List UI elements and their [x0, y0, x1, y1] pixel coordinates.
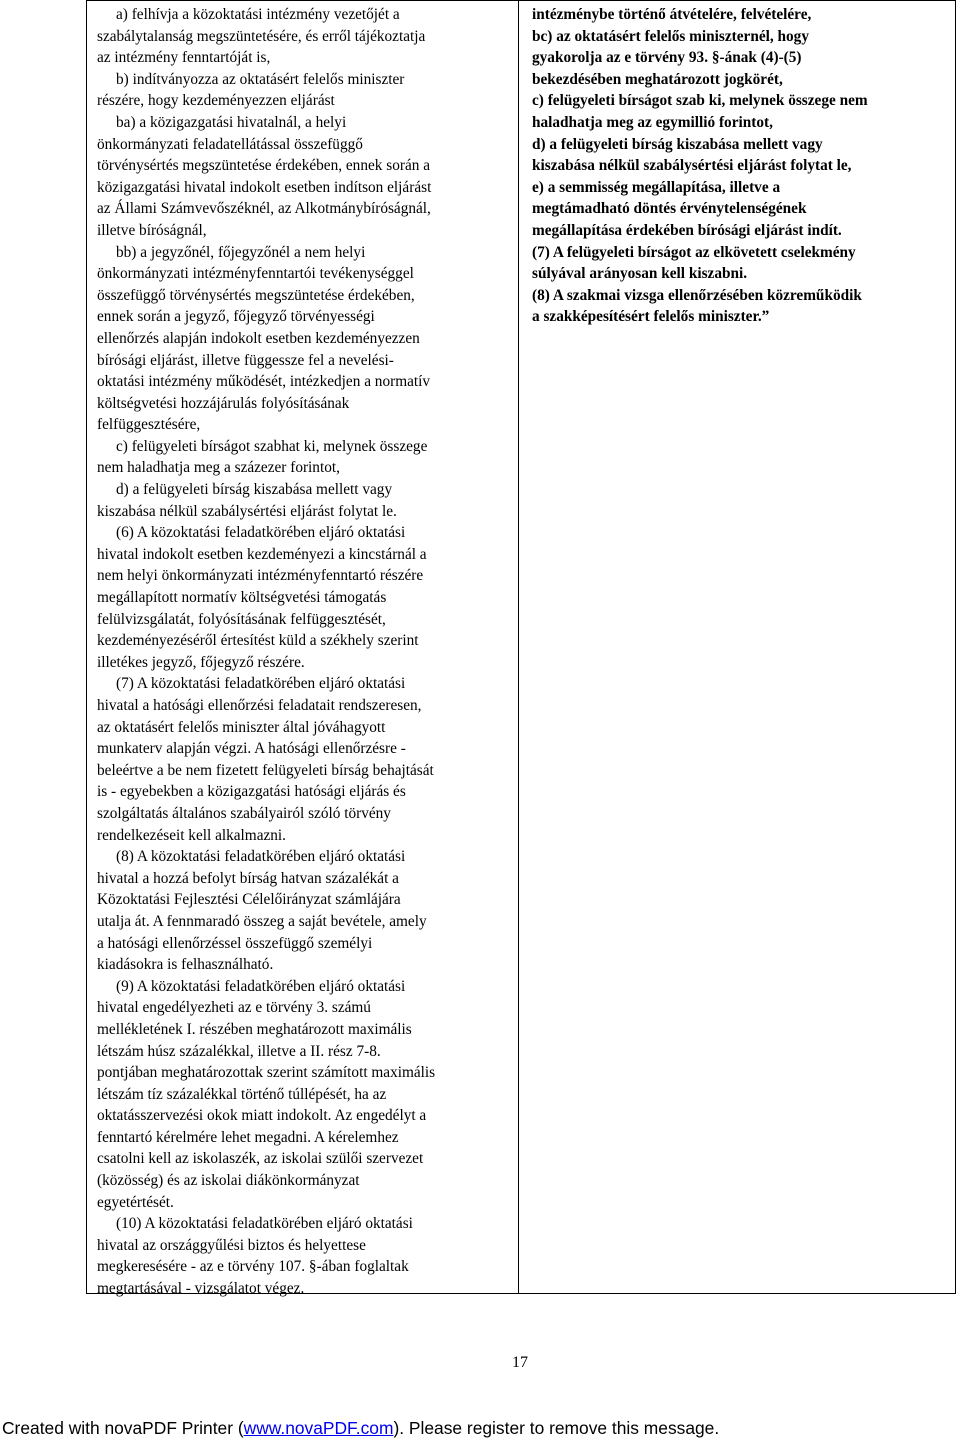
text-line: pontjában meghatározottak szerint számított maximális	[97, 1064, 436, 1082]
text-line: nem helyi önkormányzati intézményfenntartó részére	[97, 567, 424, 585]
text-line: a hatósági ellenőrzéssel összefüggő személyi	[97, 934, 373, 952]
text-line: hivatal a hozzá befolyt bírság hatvan százalékát a	[97, 869, 399, 887]
text-line: (7) A felügyeleti bírságot az elkövetett cselekmény	[532, 243, 856, 261]
text-line: (7) A közoktatási feladatkörében eljáró oktatási	[116, 675, 406, 693]
text-line: ennek során a jegyző, főjegyző törvényességi	[97, 308, 375, 326]
text-line: egyetértését.	[97, 1193, 174, 1211]
text-line: ellenőrzés alapján indokolt esetben kezdeményezzen	[97, 329, 420, 347]
text-line: hivatal indokolt esetben kezdeményezi a kincstárnál a	[97, 545, 427, 563]
text-line: létszám húsz százalékkal, illetve a II. rész 7-8.	[97, 1042, 381, 1060]
text-line: mellékletének I. részében meghatározott maximális	[97, 1020, 412, 1038]
document-table	[86, 0, 956, 1298]
text-line: kezdeményezéséről értesítést küld a székhely szerint	[97, 632, 419, 650]
footer-suffix: ). Please register to remove this message.	[393, 1418, 720, 1438]
text-line: részére, hogy kezdeményezzen eljárást	[97, 92, 335, 110]
text-line: az oktatásért felelős miniszter által jóváhagyott	[97, 718, 386, 736]
footer-prefix: Created with novaPDF Printer (	[2, 1418, 244, 1438]
left-column-text	[97, 4, 517, 1300]
text-line: hivatal engedélyezheti az e törvény 3. számú	[97, 999, 371, 1017]
text-line: megtámadható döntés érvénytelenségének	[532, 200, 807, 218]
text-line: megtartásával - vizsgálatot végez.	[97, 1280, 305, 1298]
footer-link[interactable]: www.novaPDF.com	[243, 1418, 394, 1438]
text-line: (6) A közoktatási feladatkörében eljáró oktatási	[116, 524, 406, 542]
text-line: bekezdésében meghatározott jogkörét,	[532, 70, 783, 88]
text-line: költségvetési hozzájárulás folyósításának	[97, 394, 350, 412]
text-line: c) felügyeleti bírságot szab ki, melynek összege nem	[532, 92, 868, 110]
text-line: az Állami Számvevőszéknél, az Alkotmánybíróságnál,	[97, 200, 431, 218]
text-line: bc) az oktatásért felelős miniszternél, hogy	[532, 27, 809, 45]
text-line: hivatal a hatósági ellenőrzési feladatait rendszeresen,	[97, 697, 422, 714]
text-line: intézménybe történő átvételére, felvételére,	[532, 6, 812, 23]
text-line: oktatásszervezési okok miatt indokolt. Az engedélyt a	[97, 1107, 427, 1125]
text-line: hivatal az országgyűlési biztos és helyettese	[97, 1236, 366, 1254]
text-line: illetékes jegyző, főjegyző részére.	[97, 653, 305, 671]
text-line: beleértve a be nem fizetett felügyeleti bírság behajtását	[97, 761, 434, 779]
right-column-text	[532, 4, 952, 328]
text-line: fenntartó kérelmére lehet megadni. A kérelemhez	[97, 1128, 399, 1146]
text-line: megkeresésére - az e törvény 107. §-ában foglaltak	[97, 1258, 409, 1276]
text-line: súlyával arányosan kell kiszabni.	[532, 265, 748, 283]
text-line: bírósági eljárást, illetve függessze fel a nevelési-	[97, 351, 394, 369]
text-line: ba) a közigazgatási hivatalnál, a helyi	[116, 113, 347, 131]
text-line: a) felhívja a közoktatási intézmény vezetőjét a	[116, 6, 400, 23]
text-line: kiszabása nélkül szabálysértési eljárást folytat le.	[97, 502, 397, 520]
text-line: (8) A közoktatási feladatkörében eljáró oktatási	[116, 848, 406, 866]
text-line: rendelkezéseit kell alkalmazni.	[97, 826, 286, 844]
text-line: önkormányzati feladatellátással összefüggő	[97, 135, 363, 153]
page-number: 17	[512, 1354, 528, 1371]
column-divider	[518, 1, 519, 1293]
text-line: b) indítványozza az oktatásért felelős miniszter	[116, 70, 405, 88]
text-line: d) a felügyeleti bírság kiszabása mellett vagy	[116, 481, 393, 499]
text-line: d) a felügyeleti bírság kiszabása mellett vagy	[532, 135, 823, 153]
footer-watermark	[0, 1416, 960, 1445]
text-line: bb) a jegyzőnél, főjegyzőnél a nem helyi	[116, 243, 366, 261]
text-line: létszám tíz százalékkal történő túllépését, ha az	[97, 1085, 387, 1103]
text-line: Közoktatási Fejlesztési Célelőirányzat számlájára	[97, 891, 401, 909]
text-line: csatolni kell az iskolaszék, az iskolai szülői szervezet	[97, 1150, 424, 1168]
text-line: e) a semmisség megállapítása, illetve a	[532, 178, 781, 196]
text-line: felfüggesztésére,	[97, 416, 201, 434]
text-line: összefüggő törvénysértés megszüntetése érdekében,	[97, 286, 415, 304]
text-line: oktatási intézmény működését, intézkedjen a normatív	[97, 373, 431, 391]
text-line: (közösség) és az iskolai diákönkormányzat	[97, 1172, 360, 1190]
text-line: kiadásokra is felhasználható.	[97, 956, 274, 974]
text-line: gyakorolja az e törvény 93. §-ának (4)-(5)	[532, 49, 802, 67]
text-line: (10) A közoktatási feladatkörében eljáró oktatási	[116, 1215, 413, 1233]
text-line: haladhatja meg az egymillió forintot,	[532, 113, 773, 131]
text-line: is - egyebekben a közigazgatási hatósági eljárás és	[97, 783, 406, 801]
text-line: kiszabása nélkül szabálysértési eljárást folytat le,	[532, 157, 852, 175]
text-line: szolgáltatás általános szabályairól szóló törvény	[97, 804, 391, 822]
text-line: közigazgatási hivatal indokolt esetben indítson eljárást	[97, 178, 432, 196]
text-line: nem haladhatja meg a százezer forintot,	[97, 459, 340, 477]
text-line: szabálytalanság megszüntetésére, és erről tájékoztatja	[97, 27, 426, 45]
text-line: önkormányzati intézményfenntartói tevékenységgel	[97, 265, 414, 283]
text-line: utalja át. A fennmaradó összeg a saját bevétele, amely	[97, 912, 427, 930]
text-line: (8) A szakmai vizsga ellenőrzésében közreműködik	[532, 286, 862, 304]
text-line: a szakképesítésért felelős miniszter.”	[532, 308, 770, 326]
text-line: megállapítása érdekében bírósági eljárást indít.	[532, 221, 842, 239]
text-line: (9) A közoktatási feladatkörében eljáró oktatási	[116, 977, 406, 995]
text-line: megállapított normatív költségvetési támogatás	[97, 589, 387, 607]
text-line: munkaterv alapján végzi. A hatósági ellenőrzésre -	[97, 740, 406, 758]
text-line: az intézmény fenntartóját is,	[97, 49, 271, 67]
text-line: c) felügyeleti bírságot szabhat ki, melynek összege	[116, 437, 428, 455]
text-line: felülvizsgálatát, folyósításának felfüggesztését,	[97, 610, 386, 628]
text-line: illetve bíróságnál,	[97, 221, 207, 239]
text-line: törvénysértés megszüntetése érdekében, ennek során a	[97, 157, 430, 175]
